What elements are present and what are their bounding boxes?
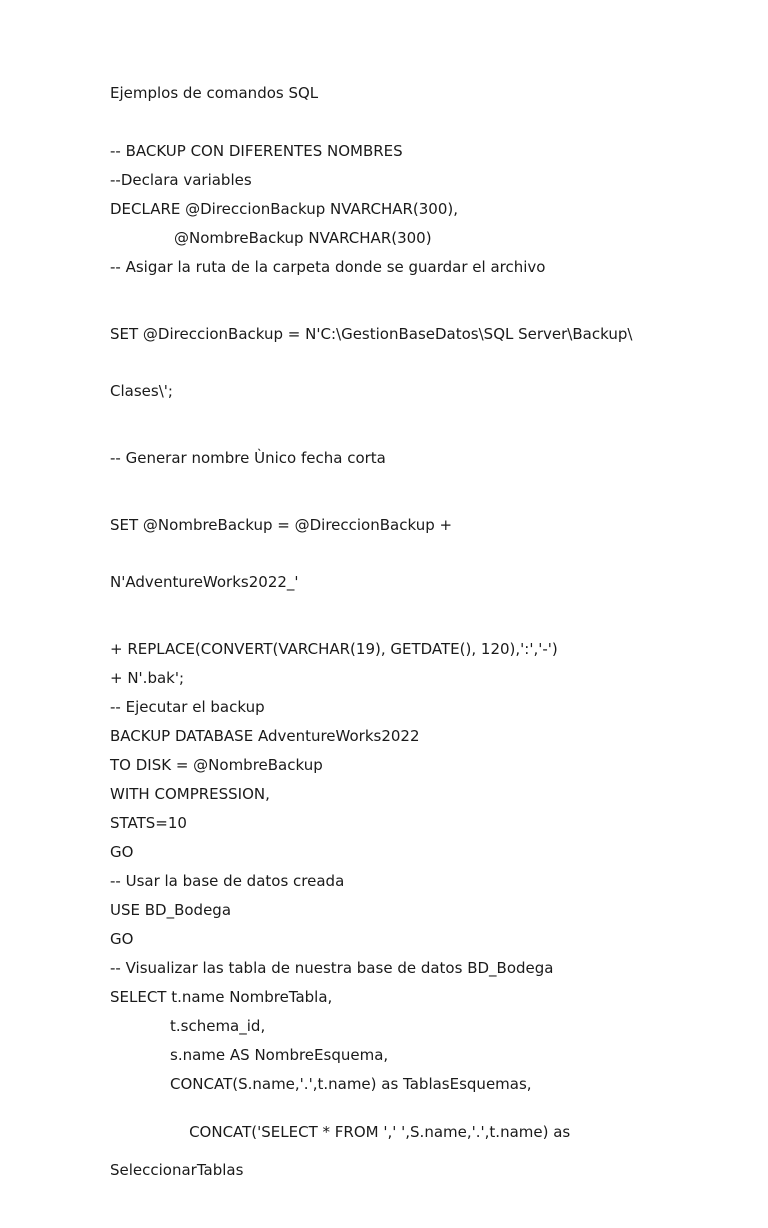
comment-declare-variables: --Declara variables [110,171,252,189]
code-concat-select-part2: SeleccionarTablas [110,1161,244,1179]
code-s-name: s.name AS NombreEsquema, [170,1046,389,1064]
code-go-1: GO [110,843,134,861]
code-bak-extension: + N'.bak'; [110,669,185,687]
comment-ejecutar-backup: -- Ejecutar el backup [110,698,265,716]
code-backup-database: BACKUP DATABASE AdventureWorks2022 [110,727,420,745]
code-replace-convert: + REPLACE(CONVERT(VARCHAR(19), GETDATE(), 120),':','-') [110,640,558,658]
code-set-nombre [110,478,670,630]
code-set-nombre-part1: SET @NombreBackup = @DireccionBackup + [110,516,453,534]
code-schema-id: t.schema_id, [170,1017,266,1035]
comment-generar-nombre: -- Generar nombre Ùnico fecha corta [110,449,386,467]
code-go-2: GO [110,930,134,948]
code-with-compression: WITH COMPRESSION, [110,785,270,803]
code-set-direccion [110,287,670,439]
code-set-nombre-part2: N'AdventureWorks2022_' [110,573,299,591]
code-set-direccion-part2: Clases\'; [110,382,173,400]
code-declare-direccion: DECLARE @DireccionBackup NVARCHAR(300), [110,200,459,218]
document-page [110,84,670,1228]
code-concat-tablas: CONCAT(S.name,'.',t.name) as TablasEsquemas, [170,1075,532,1093]
code-concat-select [110,1104,670,1218]
code-use-bd-bodega: USE BD_Bodega [110,901,232,919]
comment-visualizar-tablas: -- Visualizar las tabla de nuestra base de datos BD_Bodega [110,959,554,977]
code-concat-select-part1: CONCAT('SELECT * FROM ',' ',S.name,'.',t.name) as [189,1123,571,1141]
code-select-name: SELECT t.name NombreTabla, [110,988,333,1006]
document-title: Ejemplos de comandos SQL [110,84,319,102]
comment-asignar-ruta: -- Asigar la ruta de la carpeta donde se guardar el archivo [110,258,546,276]
code-set-direccion-part1: SET @DireccionBackup = N'C:\GestionBaseDatos\SQL Server\Backup\ [110,325,633,343]
code-stats: STATS=10 [110,814,187,832]
comment-usar-base: -- Usar la base de datos creada [110,872,345,890]
code-declare-nombre: @NombreBackup NVARCHAR(300) [174,229,432,247]
code-to-disk: TO DISK = @NombreBackup [110,756,323,774]
comment-backup-heading: -- BACKUP CON DIFERENTES NOMBRES [110,142,403,160]
